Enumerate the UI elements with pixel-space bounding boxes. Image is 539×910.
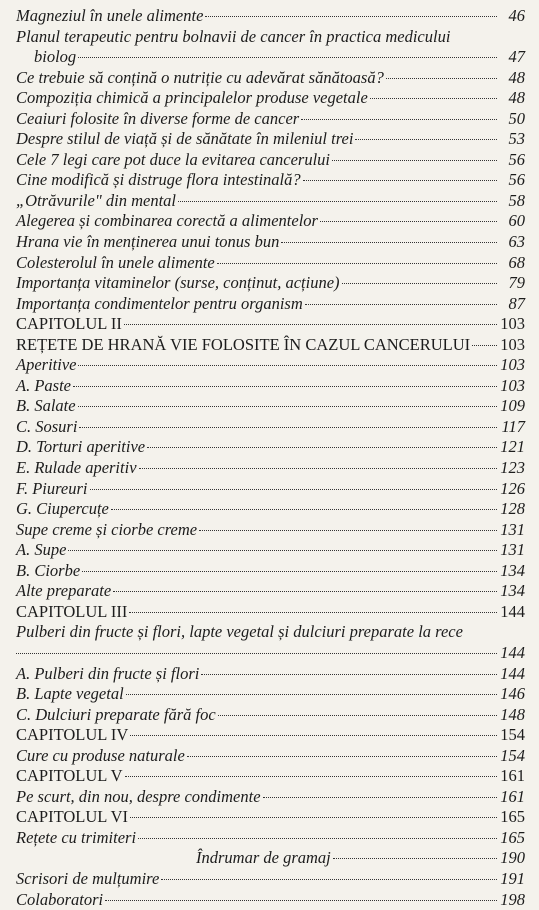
toc-entry-page: 191: [500, 868, 525, 888]
toc-entry-title: „Otrăvurile" din mental: [16, 190, 177, 210]
toc-entry: [16, 211, 525, 232]
toc-entry-title: CAPITOLUL IV: [16, 725, 129, 745]
toc-entry-page: 87: [508, 293, 525, 313]
toc-chapter: [16, 725, 525, 746]
toc-entry: [16, 890, 525, 910]
toc-entry: [16, 561, 525, 582]
toc-entry-page: 60: [508, 211, 525, 231]
toc-entry-title: Cure cu produse naturale: [16, 745, 185, 765]
toc-entry-title: Pulberi din fructe și flori, lapte vegetal și dulciuri preparate la rece: [16, 622, 463, 642]
toc-entry: [16, 787, 525, 808]
dot-leader: [78, 365, 497, 366]
toc-entry: [16, 705, 525, 726]
toc-entry-title: Colaboratori: [16, 889, 104, 909]
toc-entry-title: D. Torturi aperitive: [16, 437, 146, 457]
dot-leader: [73, 386, 497, 387]
toc-entry-title: CAPITOLUL VI: [16, 807, 128, 827]
dot-leader: [386, 78, 497, 79]
dot-leader: [472, 345, 497, 346]
toc-entry-page: 47: [508, 47, 525, 67]
dot-leader: [305, 304, 497, 305]
dot-leader: [301, 119, 497, 120]
toc-entry-page: 154: [500, 745, 525, 765]
toc-entry: [16, 6, 525, 27]
toc-entry-page: 190: [500, 848, 525, 868]
dot-leader: [355, 139, 497, 140]
toc-entry: [16, 848, 525, 869]
dot-leader: [78, 406, 497, 407]
toc-entry: [16, 355, 525, 376]
toc-entry-page: 198: [500, 889, 525, 909]
dot-leader: [130, 735, 497, 736]
dot-leader: [111, 509, 497, 510]
dot-leader: [187, 756, 497, 757]
toc-entry-title: Pe scurt, din nou, despre condimente: [16, 786, 261, 806]
toc-entry-page: 53: [508, 129, 525, 149]
toc-entry-title: B. Salate: [16, 396, 76, 416]
toc-entry: [16, 479, 525, 500]
dot-leader: [303, 180, 497, 181]
toc-entry-title: Hrana vie în menținerea unui tonus bun: [16, 232, 280, 252]
dot-leader: [147, 447, 497, 448]
toc-entry-page: 144: [500, 642, 525, 662]
dot-leader: [320, 221, 497, 222]
dot-leader: [342, 283, 497, 284]
toc-entry-page: 144: [500, 663, 525, 683]
toc-entry: [16, 869, 525, 890]
toc-entry-title: Alte preparate: [16, 581, 112, 601]
toc-entry-page: 48: [508, 67, 525, 87]
toc-chapter-heading: [16, 335, 525, 356]
toc-entry: [16, 191, 525, 212]
dot-leader: [263, 797, 497, 798]
toc-entry-title: CAPITOLUL II: [16, 314, 122, 334]
toc-entry: [16, 499, 525, 520]
toc-chapter: [16, 807, 525, 828]
dot-leader: [178, 201, 497, 202]
toc-entry: [16, 129, 525, 150]
toc-entry-page: 128: [500, 499, 525, 519]
toc-entry: [16, 828, 525, 849]
dot-leader: [161, 879, 497, 880]
toc-entry-page: 79: [508, 273, 525, 293]
toc-entry-page: 144: [500, 601, 525, 621]
toc-entry-title: Îndrumar de gramaj: [196, 848, 331, 868]
dot-leader: [332, 160, 497, 161]
dot-leader: [105, 900, 497, 901]
toc-entry-title: CAPITOLUL III: [16, 601, 128, 621]
dot-leader: [78, 57, 497, 58]
toc-entry-title: Alegerea și combinarea corectă a alimentelor: [16, 211, 318, 231]
toc-entry-title: C. Sosuri: [16, 416, 78, 436]
toc-entry: [16, 417, 525, 438]
dot-leader: [130, 817, 497, 818]
toc-entry: [16, 643, 525, 664]
toc-entry-title: Planul terapeutic pentru bolnavii de cancer în practica medicului: [16, 26, 451, 46]
toc-entry: [16, 88, 525, 109]
toc-entry: [16, 68, 525, 89]
toc-entry: [16, 47, 525, 68]
toc-entry-page: 58: [508, 190, 525, 210]
dot-leader: [199, 530, 497, 531]
toc-entry-page: 50: [508, 108, 525, 128]
toc-entry-page: 126: [500, 478, 525, 498]
toc-entry: [16, 376, 525, 397]
toc-entry-title: F. Piureuri: [16, 478, 88, 498]
dot-leader: [281, 242, 497, 243]
toc-entry-title: E. Rulade aperitiv: [16, 458, 137, 478]
toc-entry-title: Ce trebuie să conțină o nutriție cu adevărat sănătoasă?: [16, 67, 384, 87]
toc-entry-title: CAPITOLUL V: [16, 766, 123, 786]
toc-entry-title: Importanța vitaminelor (surse, conținut, acțiune): [16, 273, 340, 293]
toc-entry-title: B. Lapte vegetal: [16, 684, 124, 704]
toc-entry-title: Magneziul în unele alimente: [16, 6, 204, 25]
dot-leader: [129, 612, 497, 613]
toc-entry-page: 56: [508, 170, 525, 190]
toc-entry-title: A. Paste: [16, 375, 71, 395]
dot-leader: [201, 674, 497, 675]
toc-entry: [16, 150, 525, 171]
toc-entry-title: REȚETE DE HRANĂ VIE FOLOSITE ÎN CAZUL CANCERULUI: [16, 334, 471, 354]
toc-entry: [16, 232, 525, 253]
toc-entry: [16, 437, 525, 458]
dot-leader: [126, 694, 497, 695]
dot-leader: [124, 324, 497, 325]
toc-entry: [16, 746, 525, 767]
toc-entry: [16, 684, 525, 705]
toc-entry-title: Ceaiuri folosite în diverse forme de cancer: [16, 108, 300, 128]
toc-entry-page: 103: [500, 355, 525, 375]
toc-entry-title: A. Pulberi din fructe și flori: [16, 663, 200, 683]
toc-entry: [16, 273, 525, 294]
dot-leader: [16, 653, 497, 654]
toc-entry: [16, 622, 525, 643]
toc-entry: [16, 458, 525, 479]
toc-entry-page: 161: [500, 766, 525, 786]
toc-entry-page: 68: [508, 252, 525, 272]
toc-entry-page: 123: [500, 458, 525, 478]
toc-entry-page: 56: [508, 149, 525, 169]
toc-entry-title: Rețete cu trimiteri: [16, 827, 137, 847]
toc-entry-page: 134: [500, 560, 525, 580]
toc-entry-page: 131: [500, 540, 525, 560]
dot-leader: [125, 776, 498, 777]
toc-entry: [16, 27, 525, 48]
toc-entry: [16, 581, 525, 602]
dot-leader: [90, 489, 497, 490]
toc-entry-page: 165: [500, 827, 525, 847]
toc-entry: [16, 109, 525, 130]
toc-entry-page: 161: [500, 786, 525, 806]
toc-entry-title: Despre stilul de viață și de sănătate în mileniul trei: [16, 129, 354, 149]
toc-entry-title: C. Dulciuri preparate fără foc: [16, 704, 216, 724]
toc-entry: [16, 520, 525, 541]
dot-leader: [333, 858, 497, 859]
dot-leader: [138, 838, 497, 839]
toc-entry-title: Cine modifică și distruge flora intestinală?: [16, 170, 301, 190]
toc-entry-title: G. Ciupercuțe: [16, 499, 109, 519]
toc-entry: [16, 540, 525, 561]
toc-entry-page: 154: [500, 725, 525, 745]
toc-entry: [16, 396, 525, 417]
toc-entry-title: B. Ciorbe: [16, 560, 81, 580]
toc-entry-page: 165: [500, 807, 525, 827]
toc-entry-page: 146: [500, 684, 525, 704]
dot-leader: [82, 571, 497, 572]
toc-entry-page: 117: [501, 416, 525, 436]
dot-leader: [205, 16, 497, 17]
toc-entry-title: Compoziția chimică a principalelor produse vegetale: [16, 88, 368, 108]
toc-entry-page: 46: [508, 6, 525, 25]
toc-entry-title: Colesterolul în unele alimente: [16, 252, 215, 272]
toc-entry: [16, 294, 525, 315]
dot-leader: [217, 263, 497, 264]
dot-leader: [139, 468, 497, 469]
toc-entry-page: 134: [500, 581, 525, 601]
toc-entry-title: Importanța condimentelor pentru organism: [16, 293, 303, 313]
toc-entry-page: 121: [500, 437, 525, 457]
toc-entry-title: A. Supe: [16, 540, 67, 560]
toc-entry-page: 48: [508, 88, 525, 108]
toc-chapter: [16, 314, 525, 335]
toc-entry-title: biolog: [34, 47, 77, 67]
toc-entry-page: 131: [500, 519, 525, 539]
dot-leader: [218, 715, 497, 716]
toc-entry-page: 103: [500, 334, 525, 354]
dot-leader: [68, 550, 497, 551]
toc-entry: [16, 253, 525, 274]
dot-leader: [113, 591, 497, 592]
toc-entry-page: 103: [500, 314, 525, 334]
toc-entry-title: Aperitive: [16, 355, 77, 375]
toc-entry-page: 103: [500, 375, 525, 395]
toc-entry-page: 63: [508, 232, 525, 252]
toc-entry-title: Scrisori de mulțumire: [16, 868, 160, 888]
toc-entry-title: Cele 7 legi care pot duce la evitarea cancerului: [16, 149, 331, 169]
toc-entry-title: Supe creme și ciorbe creme: [16, 519, 198, 539]
dot-leader: [370, 98, 497, 99]
toc-entry: [16, 170, 525, 191]
toc-entry-page: 109: [500, 396, 525, 416]
toc-entry-page: 148: [500, 704, 525, 724]
toc-entry: [16, 664, 525, 685]
toc-chapter: [16, 602, 525, 623]
dot-leader: [79, 427, 497, 428]
toc-chapter: [16, 766, 525, 787]
